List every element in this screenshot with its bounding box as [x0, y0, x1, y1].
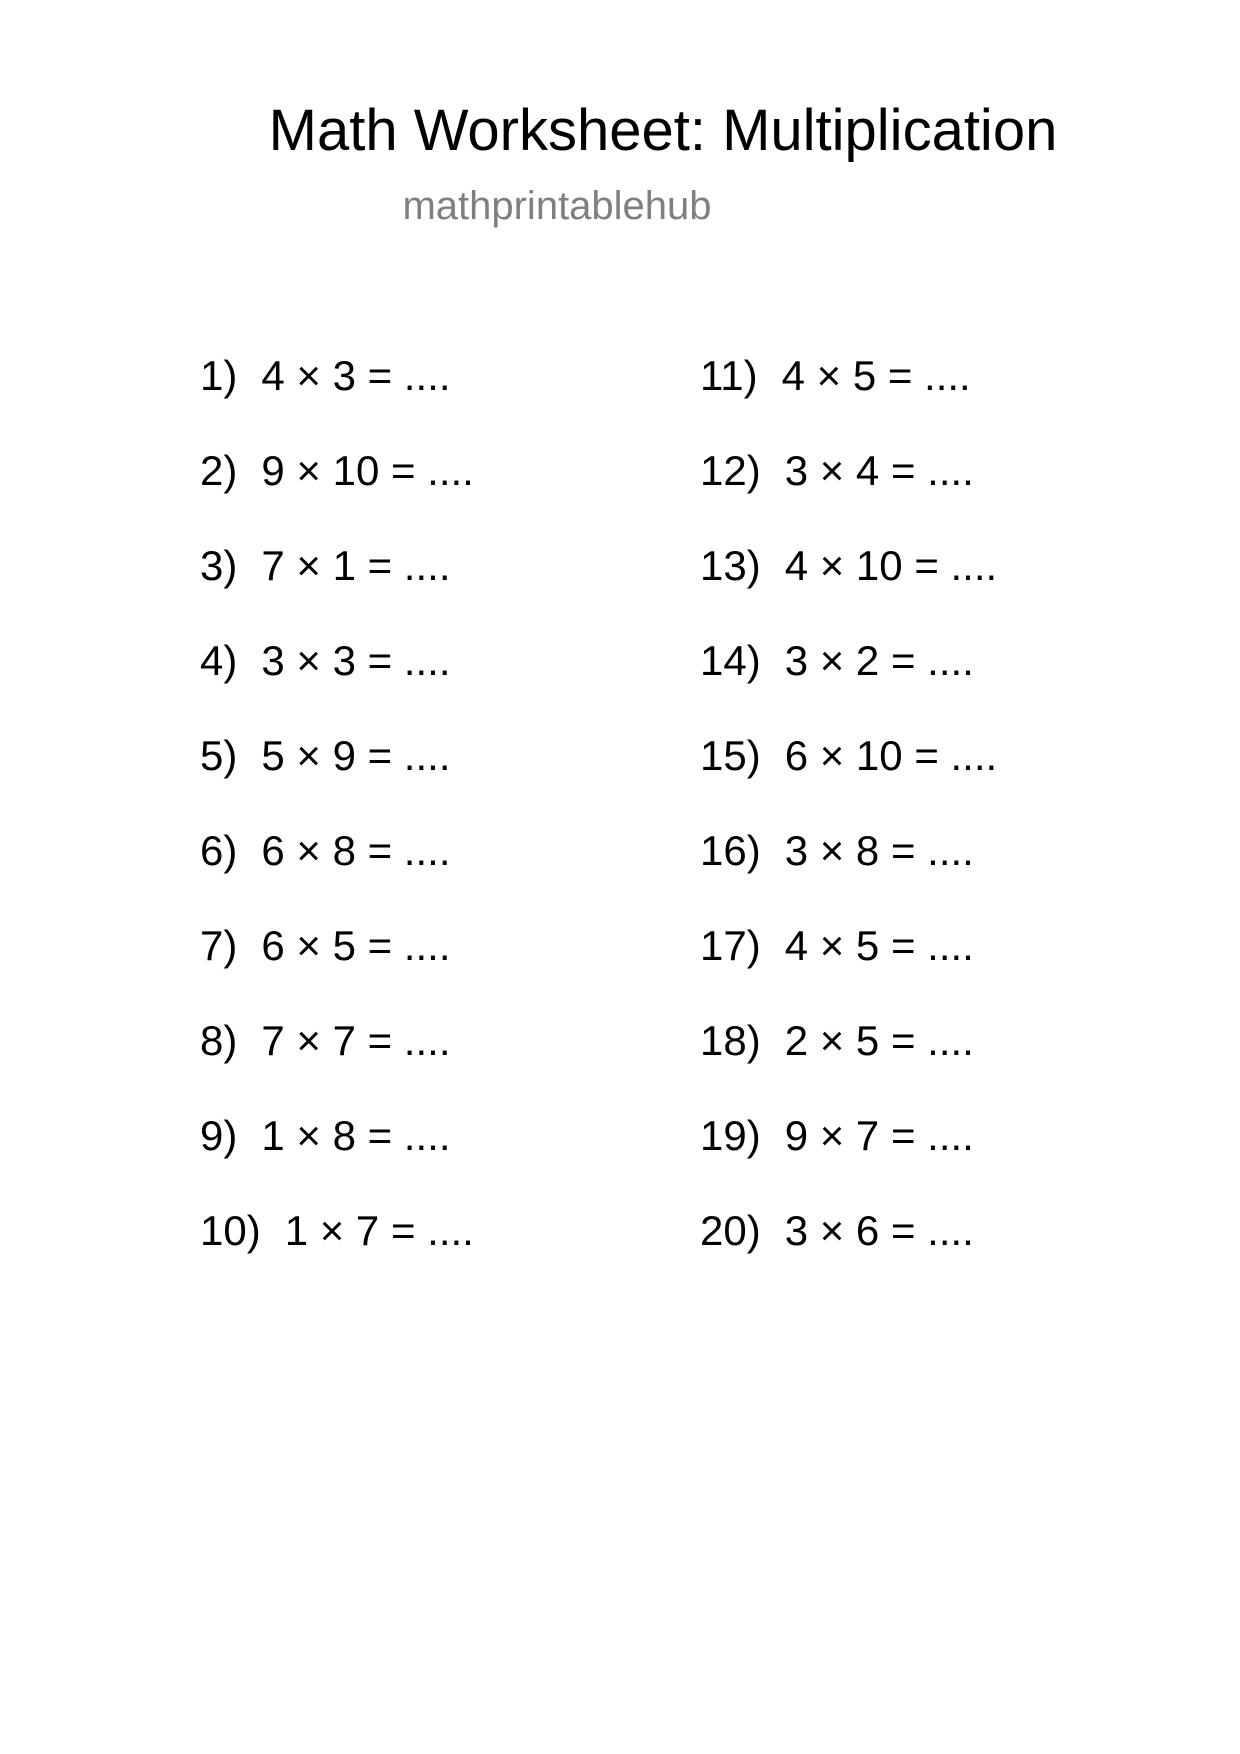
problem-number: 14): [700, 637, 761, 684]
problem-item: [700, 921, 997, 1016]
problem-expression: 3 × 4 = ....: [784, 447, 974, 494]
problem-number: 2): [200, 447, 238, 494]
problem-item: [700, 446, 997, 541]
problem-item: [200, 351, 474, 446]
problem-number: 5): [200, 732, 238, 779]
problem-item: [700, 636, 997, 731]
problem-expression: 6 × 8 = ....: [261, 827, 451, 874]
problem-number: 12): [700, 447, 761, 494]
page-title: Math Worksheet: Multiplication: [268, 98, 1058, 163]
problem-number: 13): [700, 542, 761, 589]
problem-item: [700, 1206, 997, 1301]
problem-expression: 3 × 3 = ....: [261, 637, 451, 684]
problem-number: 10): [200, 1207, 261, 1254]
problem-number: 7): [200, 922, 238, 969]
problem-expression: 3 × 8 = ....: [784, 827, 974, 874]
problem-number: 16): [700, 827, 761, 874]
problem-number: 19): [700, 1112, 761, 1159]
problem-column-right: [700, 351, 997, 1301]
problem-expression: 9 × 7 = ....: [784, 1112, 974, 1159]
problem-number: 17): [700, 922, 761, 969]
problem-expression: 7 × 1 = ....: [261, 542, 451, 589]
problem-item: [700, 541, 997, 636]
problem-number: 20): [700, 1207, 761, 1254]
problem-expression: 6 × 5 = ....: [261, 922, 451, 969]
problem-expression: 1 × 7 = ....: [284, 1207, 474, 1254]
problem-number: 18): [700, 1017, 761, 1064]
problem-expression: 6 × 10 = ....: [784, 732, 998, 779]
problem-item: [200, 921, 474, 1016]
problem-expression: 5 × 9 = ....: [261, 732, 451, 779]
problem-expression: 3 × 6 = ....: [784, 1207, 974, 1254]
problem-number: 6): [200, 827, 238, 874]
problem-item: [200, 1206, 474, 1301]
problem-number: 15): [700, 732, 761, 779]
problem-item: [700, 351, 997, 446]
problem-item: [200, 826, 474, 921]
problem-number: 8): [200, 1017, 238, 1064]
problem-item: [200, 541, 474, 636]
problem-column-left: [200, 351, 474, 1301]
problem-item: [700, 826, 997, 921]
problem-item: [200, 446, 474, 541]
problem-item: [200, 636, 474, 731]
problem-item: [200, 1111, 474, 1206]
problem-expression: 1 × 8 = ....: [261, 1112, 451, 1159]
page-subtitle: mathprintablehub: [402, 184, 712, 228]
problem-item: [700, 1111, 997, 1206]
problem-item: [200, 1016, 474, 1111]
problem-item: [200, 731, 474, 826]
problem-number: 9): [200, 1112, 238, 1159]
problem-item: [700, 731, 997, 826]
problem-item: [700, 1016, 997, 1111]
problem-expression: 4 × 5 = ....: [781, 352, 971, 399]
problem-expression: 4 × 3 = ....: [261, 352, 451, 399]
problem-expression: 3 × 2 = ....: [784, 637, 974, 684]
problem-expression: 4 × 10 = ....: [784, 542, 998, 589]
problem-number: 4): [200, 637, 238, 684]
problem-expression: 4 × 5 = ....: [784, 922, 974, 969]
problem-expression: 7 × 7 = ....: [261, 1017, 451, 1064]
problem-number: 11): [700, 352, 758, 399]
problem-number: 3): [200, 542, 238, 589]
problem-expression: 9 × 10 = ....: [261, 447, 474, 494]
problem-number: 1): [200, 352, 238, 399]
problem-expression: 2 × 5 = ....: [784, 1017, 974, 1064]
